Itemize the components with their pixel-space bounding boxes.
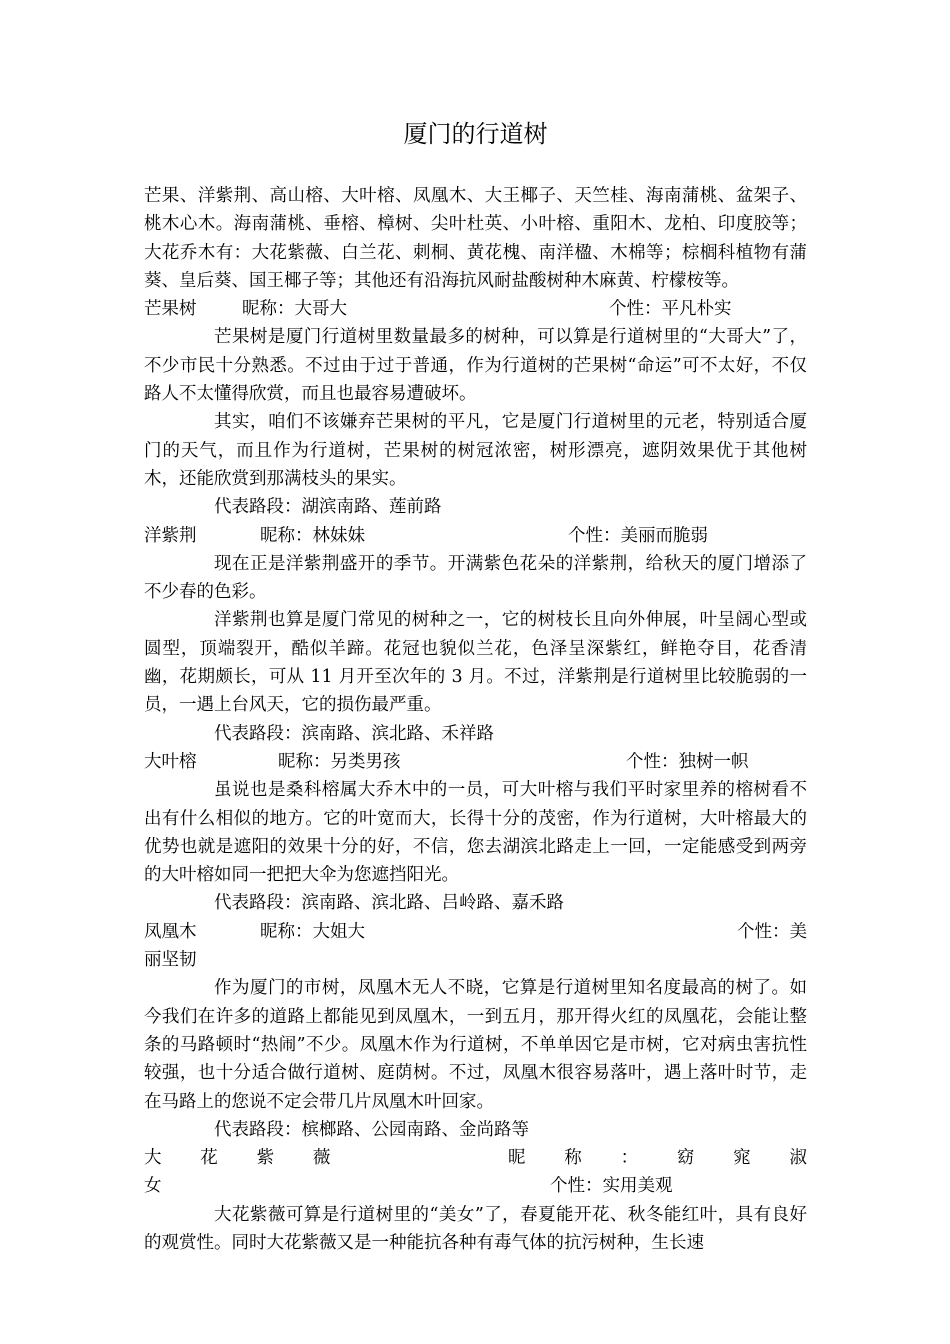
- tree-personality-end: 丽坚韧: [144, 950, 197, 971]
- tree-nickname: 昵称：另类男孩: [278, 751, 401, 772]
- tree-header-mango: [144, 295, 807, 323]
- tree-personality: 个性：实用美观: [550, 1176, 673, 1197]
- tree-route: 代表路段：槟榔路、公园南路、金尚路等: [214, 1119, 529, 1140]
- tree-name: 洋紫荆: [144, 525, 197, 546]
- tree-personality-start: 个性：美: [737, 921, 807, 942]
- tree-nickname-char: 窈: [676, 1148, 695, 1169]
- tree-personality: 个性：独树一帜: [626, 751, 749, 772]
- tree-name-char: 花: [200, 1148, 218, 1169]
- intro-paragraph: 芒果、洋紫荆、高山榕、大叶榕、凤凰木、大王椰子、天竺桂、海南蒲桃、盆架子、桃木心木。海南蒲桃、垂榕、樟树、尖叶杜英、小叶榕、重阳木、龙柏、印度胶等；大花乔木有：大花紫薇、白兰花、刺桐、黄花槐、南洋楹、木棉等；棕榈科植物有蒲葵、皇后葵、国王椰子等；其他还有沿海抗风耐盐酸树种木麻黄、柠檬桉等。: [144, 186, 807, 291]
- tree-header-banyan: [144, 748, 807, 776]
- tree-personality: 个性：平凡朴实: [609, 299, 732, 320]
- tree-paragraph: 洋紫荆也算是厦门常见的树种之一，它的树枝长且向外伸展，叶呈阔心型或圆型，顶端裂开，酷似羊蹄。花冠也貌似兰花，色泽呈深紫红，鲜艳夺目，花香清幽，花期颇长，可从 11 月开至次年的 3 月。不过，洋紫荆是行道树里比较脆弱的一员，一遇上台风天，它的损伤最严重。: [144, 610, 807, 716]
- tree-name-char: 大: [144, 1148, 162, 1169]
- tree-route: 代表路段：滨南路、滨北路、禾祥路: [214, 723, 494, 744]
- tree-paragraph: 其实，咱们不该嫌弃芒果树的平凡，它是厦门行道树里的元老，特别适合厦门的天气，而且作为行道树，芒果树的树冠浓密，树形漂亮，遮阴效果优于其他树木，还能欣赏到那满枝头的果实。: [144, 412, 807, 489]
- tree-header-line: [144, 1144, 807, 1172]
- document-body: [144, 182, 807, 1257]
- tree-nickname-end: 女: [144, 1176, 162, 1197]
- tree-nickname: 昵称：大哥大: [242, 299, 347, 320]
- tree-nickname-char: 淑: [789, 1148, 807, 1169]
- tree-nickname-char: 称: [564, 1148, 582, 1169]
- tree-paragraph: 作为厦门的市树，凤凰木无人不晓，它算是行道树里知名度最高的树了。如今我们在许多的道路上都能见到凤凰木，一到五月，那开得火红的凤凰花，会能让整条的马路顿时“热闹”不少。凤凰木作为行道树，不单单因它是市树，它对病虫害抗性较强，也十分适合做行道树、庭荫树。不过，凤凰木很容易落叶，遇上落叶时节，走在马路上的您说不定会带几片凤凰木叶回家。: [144, 978, 807, 1112]
- tree-paragraph: 大花紫薇可算是行道树里的“美女”了，春夏能开花、秋冬能红叶，具有良好的观赏性。同时大花紫薇又是一种能抗各种有毒气体的抗污树种，生长速: [144, 1204, 807, 1253]
- tree-name: 凤凰木: [144, 921, 197, 942]
- tree-paragraph: 现在正是洋紫荆盛开的季节。开满紫色花朵的洋紫荆，给秋天的厦门增添了不少春的色彩。: [144, 553, 807, 603]
- tree-nickname-char: ：: [620, 1148, 639, 1169]
- tree-personality: 个性：美丽而脆弱: [568, 525, 708, 546]
- tree-route: 代表路段：湖滨南路、莲前路: [214, 497, 442, 518]
- tree-paragraph: 芒果树是厦门行道树里数量最多的树种，可以算是行道树里的“大哥大”了，不少市民十分熟悉。不过由于过于普通，作为行道树的芒果树“命运”可不太好，不仅路人不太懂得欣赏，而且也最容易遭破坏。: [144, 327, 807, 405]
- tree-name-char: 紫: [256, 1148, 275, 1169]
- tree-nickname-char: 窕: [733, 1148, 751, 1169]
- tree-nickname: 昵称：林妹妹: [260, 525, 365, 546]
- tree-name: 芒果树: [144, 299, 197, 320]
- tree-nickname: 昵称：大姐大: [260, 921, 365, 942]
- tree-header-crape-myrtle: [144, 1144, 807, 1201]
- tree-header-flame-tree: [144, 918, 807, 975]
- tree-route: 代表路段：滨南路、滨北路、吕岭路、嘉禾路: [214, 893, 564, 914]
- tree-header-bauhinia: [144, 522, 807, 550]
- page-title: 厦门的行道树: [403, 120, 548, 148]
- tree-nickname-char: 昵: [507, 1148, 526, 1169]
- tree-paragraph: 虽说也是桑科榕属大乔木中的一员，可大叶榕与我们平时家里养的榕树看不出有什么相似的地方。它的叶宽而大，长得十分的茂密，作为行道树，大叶榕最大的优势也就是遮阳的效果十分的好，不信，您去湖滨北路走上一回，一定能感受到两旁的大叶榕如同一把把大伞为您遮挡阳光。: [144, 780, 807, 886]
- tree-name-char: 薇: [312, 1148, 331, 1169]
- tree-name: 大叶榕: [144, 751, 197, 772]
